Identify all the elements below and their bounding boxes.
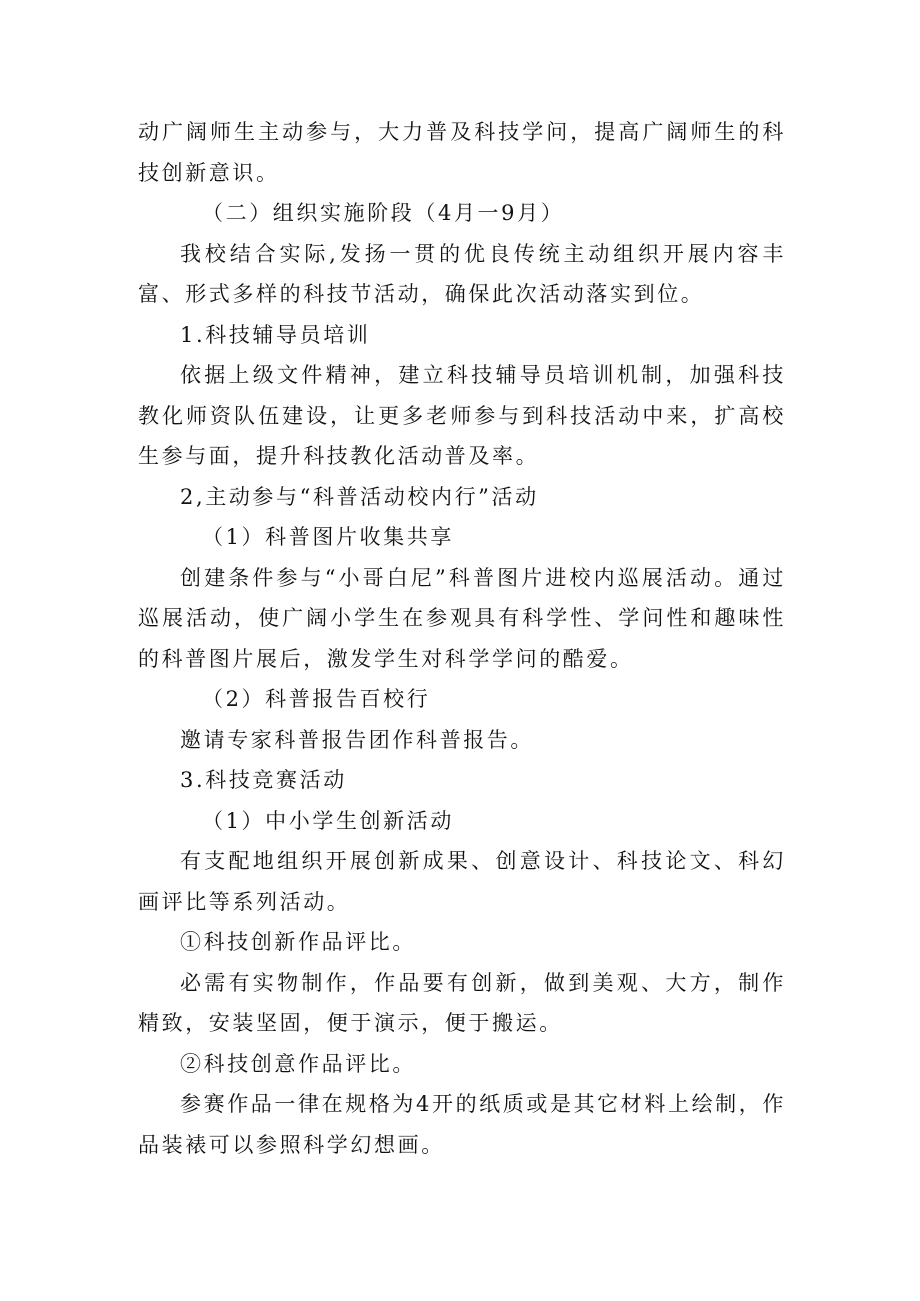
document-body [138, 112, 786, 1165]
subheading-tutor-training: 1.科技辅导员培训 [180, 322, 371, 347]
item-innovation-works: ①科技创新作品评比。 [180, 930, 416, 954]
paragraph-picture-exhibition: 创建条件参与“小哥白尼”科普图片进校内巡展活动。通过巡展活动，使广阔小学生在参观具有科学性、学问性和趣味性的科普图片展后，激发学生对科学学问的酷爱。 [138, 565, 786, 671]
subheading-science-campus-tour: 2,主动参与“科普活动校内行”活动 [180, 484, 539, 509]
item-creative-works: ②科技创意作品评比。 [180, 1051, 416, 1076]
paragraph-creative-requirements: 参赛作品一律在规格为4开的纸质或是其它材料上绘制，作品装裱可以参照科学幻想画。 [138, 1092, 786, 1157]
section-heading-implementation-phase: （二）组织实施阶段（4月一9月） [202, 201, 565, 225]
paragraph-intro-continuation: 动广阔师生主动参与，大力普及科技学问，提高广阔师生的科技创新意识。 [138, 120, 786, 185]
subheading-tech-competition: 3.科技竞赛活动 [180, 768, 347, 792]
paragraph-expert-reports: 邀请专家科普报告团作科普报告。 [180, 727, 534, 752]
subheading-science-reports: （2）科普报告百校行 [202, 687, 431, 711]
subheading-picture-sharing: （1）科普图片收集共享 [202, 525, 454, 549]
subheading-student-innovation: （1）中小学生创新活动 [202, 808, 454, 833]
paragraph-tutor-training: 依据上级文件精神，建立科技辅导员培训机制，加强科技教化师资队伍建设，让更多老师参与到科技活动中来，扩高校生参与面，提升科技教化活动普及率。 [138, 363, 786, 468]
paragraph-school-activities: 我校结合实际,发扬一贯的优良传统主动组织开展内容丰富、形式多样的科技节活动，确保此次活动落实到位。 [138, 241, 786, 306]
paragraph-innovation-requirements: 必需有实物制作，作品要有创新，做到美观、大方，制作精致，安装坚固，便于演示，便于搬运。 [138, 970, 786, 1035]
paragraph-innovation-activities: 有支配地组织开展创新成果、创意设计、科技论文、科幻画评比等系列活动。 [138, 849, 786, 914]
